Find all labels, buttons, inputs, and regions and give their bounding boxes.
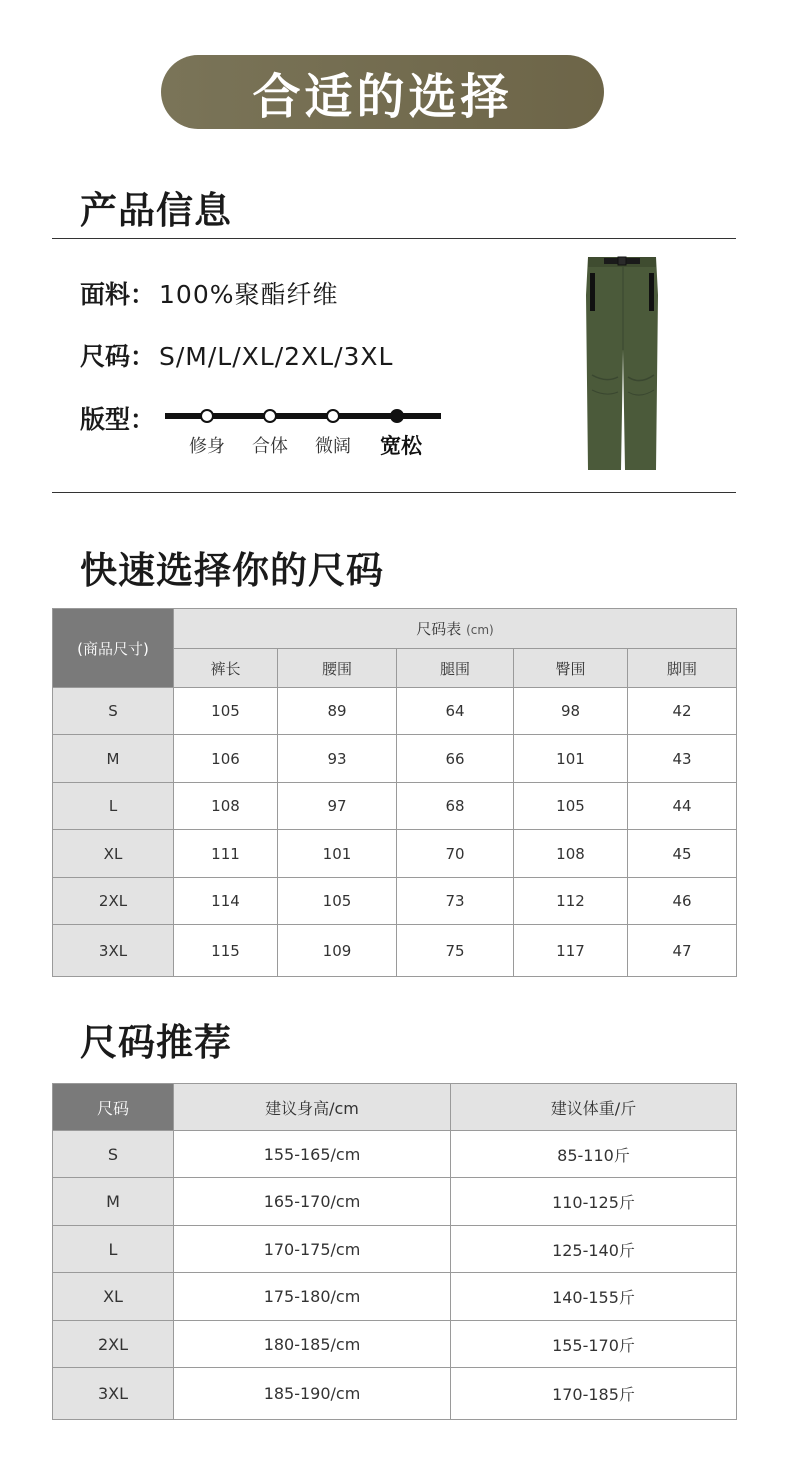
cell: 112	[514, 878, 628, 925]
height-cell: 180-185/cm	[174, 1321, 451, 1368]
fabric-label: 面料：	[80, 280, 156, 309]
fit-dot-relaxed	[326, 409, 340, 423]
table-row	[53, 1368, 737, 1420]
row-size: M	[53, 735, 174, 783]
title-banner	[161, 55, 604, 129]
cell: 117	[514, 925, 628, 977]
table-row	[53, 878, 737, 925]
cell: 93	[278, 735, 397, 783]
size-chart-title-text: 尺码表	[416, 620, 462, 638]
table-row	[53, 783, 737, 830]
cell: 111	[174, 830, 278, 878]
weight-cell: 125-140斤	[451, 1226, 737, 1273]
cell: 68	[397, 783, 514, 830]
cell: 98	[514, 688, 628, 735]
table-row	[53, 1273, 737, 1321]
col-header: 腰围	[278, 649, 397, 688]
row-size: 2XL	[53, 1321, 174, 1368]
size-label: 尺码：	[80, 342, 156, 371]
cell: 106	[174, 735, 278, 783]
cell: 66	[397, 735, 514, 783]
table-row	[53, 830, 737, 878]
cell: 115	[174, 925, 278, 977]
row-size: 3XL	[53, 1368, 174, 1420]
pants-image	[578, 255, 668, 473]
product-info-heading: 产品信息	[80, 189, 232, 232]
table-row	[53, 1321, 737, 1368]
height-cell: 165-170/cm	[174, 1178, 451, 1226]
height-cell: 175-180/cm	[174, 1273, 451, 1321]
cell: 43	[628, 735, 737, 783]
weight-cell: 85-110斤	[451, 1131, 737, 1178]
row-size: XL	[53, 830, 174, 878]
size-chart-table	[52, 608, 737, 977]
fabric-row	[80, 275, 339, 311]
table-row	[53, 735, 737, 783]
fit-dot-slim	[200, 409, 214, 423]
fit-dot-loose-selected	[390, 409, 404, 423]
table-row	[53, 925, 737, 977]
row-size: XL	[53, 1273, 174, 1321]
height-cell: 155-165/cm	[174, 1131, 451, 1178]
cell: 105	[174, 688, 278, 735]
cell: 101	[278, 830, 397, 878]
cell: 46	[628, 878, 737, 925]
col-header-height: 建议身高/cm	[174, 1084, 451, 1131]
cell: 44	[628, 783, 737, 830]
divider-top	[52, 238, 736, 239]
weight-cell: 110-125斤	[451, 1178, 737, 1226]
row-size: M	[53, 1178, 174, 1226]
size-chart-unit: (cm)	[466, 623, 494, 637]
cell: 97	[278, 783, 397, 830]
row-size: L	[53, 1226, 174, 1273]
weight-cell: 170-185斤	[451, 1368, 737, 1420]
fit-dot-regular	[263, 409, 277, 423]
size-value: S/M/L/XL/2XL/3XL	[159, 342, 394, 371]
fit-label: 版型：	[80, 405, 156, 434]
col-header: 脚围	[628, 649, 737, 688]
col-header-weight: 建议体重/斤	[451, 1084, 737, 1131]
banner-title: 合适的选择	[252, 68, 513, 125]
weight-cell: 155-170斤	[451, 1321, 737, 1368]
height-cell: 170-175/cm	[174, 1226, 451, 1273]
row-size: S	[53, 688, 174, 735]
fit-option-slim: 修身	[189, 436, 225, 457]
row-size: 3XL	[53, 925, 174, 977]
cell: 64	[397, 688, 514, 735]
table-row	[53, 1226, 737, 1273]
divider-bottom	[52, 492, 736, 493]
col-header-size: 尺码	[53, 1084, 174, 1131]
cell: 108	[514, 830, 628, 878]
cell: 108	[174, 783, 278, 830]
fabric-value: 100%聚酯纤维	[159, 280, 339, 309]
weight-cell: 140-155斤	[451, 1273, 737, 1321]
cell: 75	[397, 925, 514, 977]
row-size: 2XL	[53, 878, 174, 925]
row-size: L	[53, 783, 174, 830]
cell: 47	[628, 925, 737, 977]
fit-row	[80, 400, 155, 436]
table-row	[53, 1131, 737, 1178]
table-row	[53, 688, 737, 735]
col-header: 腿围	[397, 649, 514, 688]
table-row	[53, 1178, 737, 1226]
cell: 105	[514, 783, 628, 830]
cell: 70	[397, 830, 514, 878]
cell: 42	[628, 688, 737, 735]
cell: 73	[397, 878, 514, 925]
cell: 114	[174, 878, 278, 925]
fit-option-relaxed: 微阔	[315, 436, 351, 457]
size-row	[80, 337, 393, 373]
row-size: S	[53, 1131, 174, 1178]
fit-option-loose: 宽松	[380, 434, 422, 458]
height-cell: 185-190/cm	[174, 1368, 451, 1420]
cell: 89	[278, 688, 397, 735]
size-chart-title	[174, 609, 737, 649]
recommend-heading: 尺码推荐	[80, 1021, 232, 1064]
col-header: 臀围	[514, 649, 628, 688]
recommend-table	[52, 1083, 737, 1420]
size-chart-corner: (商品尺寸)	[53, 609, 174, 688]
size-chart-heading: 快速选择你的尺码	[80, 549, 384, 592]
cell: 105	[278, 878, 397, 925]
cell: 109	[278, 925, 397, 977]
col-header: 裤长	[174, 649, 278, 688]
fit-option-regular: 合体	[252, 436, 288, 457]
cell: 101	[514, 735, 628, 783]
cell: 45	[628, 830, 737, 878]
